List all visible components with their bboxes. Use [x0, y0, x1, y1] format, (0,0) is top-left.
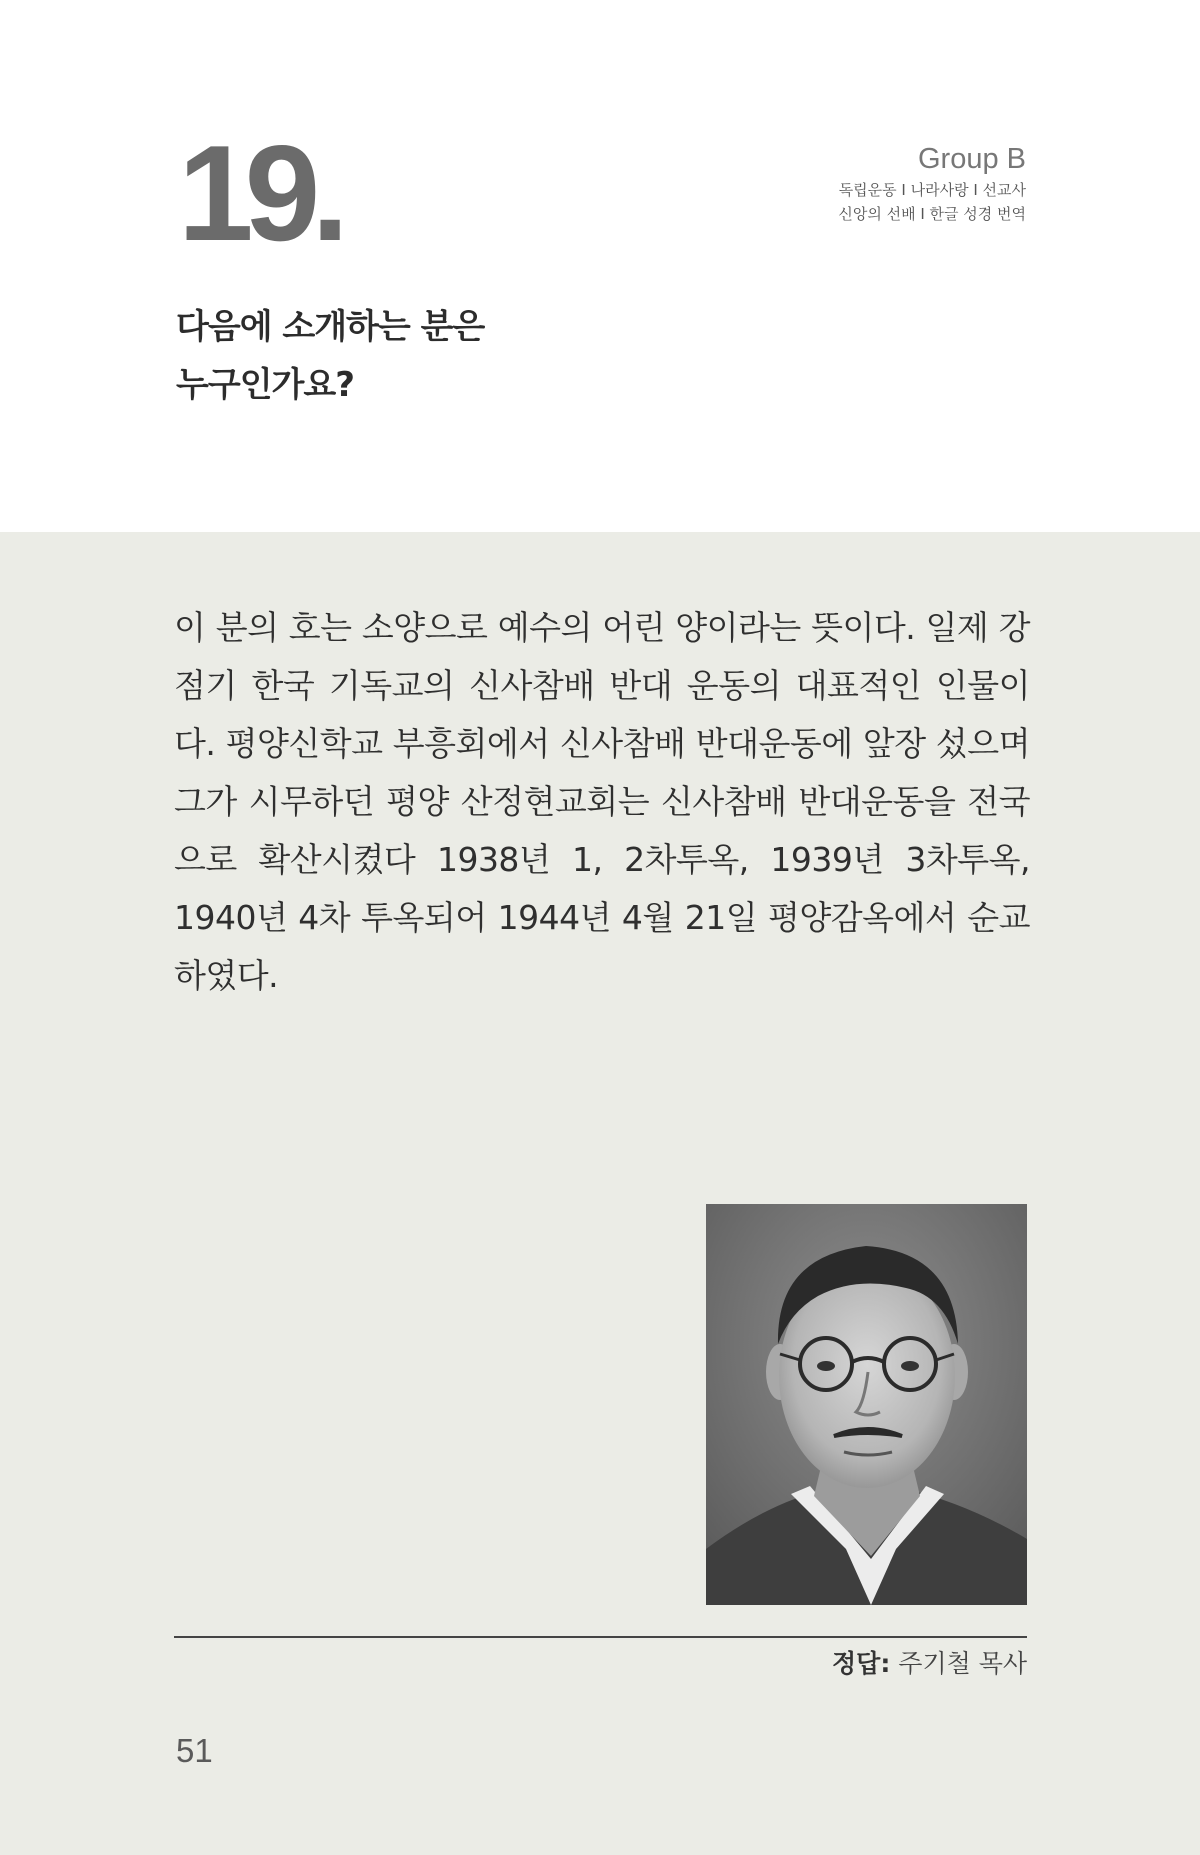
answer-label: 정답:: [832, 1649, 891, 1678]
question-line-1: 다음에 소개하는 분은: [176, 307, 485, 347]
description-paragraph: 이 분의 호는 소양으로 예수의 어린 양이라는 뜻이다. 일제 강점기 한국 기독교의 신사참배 반대 운동의 대표적인 인물이다. 평양신학교 부흥회에서 신사참배 반대운동에 앞장 섰으며 그가 시무하던 평양 산정현교회는 신사참배 반대운동을 전국으로 확산시켰다 1938년 1, 2차투옥, 1939년 3차투옥, 1940년 4차 투옥되어 1944년 4월 21일 평양감옥에서 순교하였다.: [174, 608, 1031, 995]
group-tags-line-2: 신앙의 선배 I 한글 성경 번역: [838, 205, 1026, 223]
group-title: Group B: [918, 143, 1026, 175]
question-title: [176, 298, 484, 414]
answer-line: [832, 1644, 1027, 1684]
answer-divider: [174, 1636, 1027, 1638]
page-number: 51: [176, 1732, 213, 1769]
header-panel: [0, 0, 1200, 532]
portrait-photo: [706, 1204, 1027, 1605]
answer-value: 주기철 목사: [898, 1649, 1027, 1678]
group-tags-line-1: 독립운동 I 나라사랑 I 선교사: [838, 181, 1026, 199]
group-info: [838, 140, 1026, 226]
question-line-2: 누구인가요?: [176, 365, 354, 405]
question-number: 19.: [178, 117, 341, 269]
